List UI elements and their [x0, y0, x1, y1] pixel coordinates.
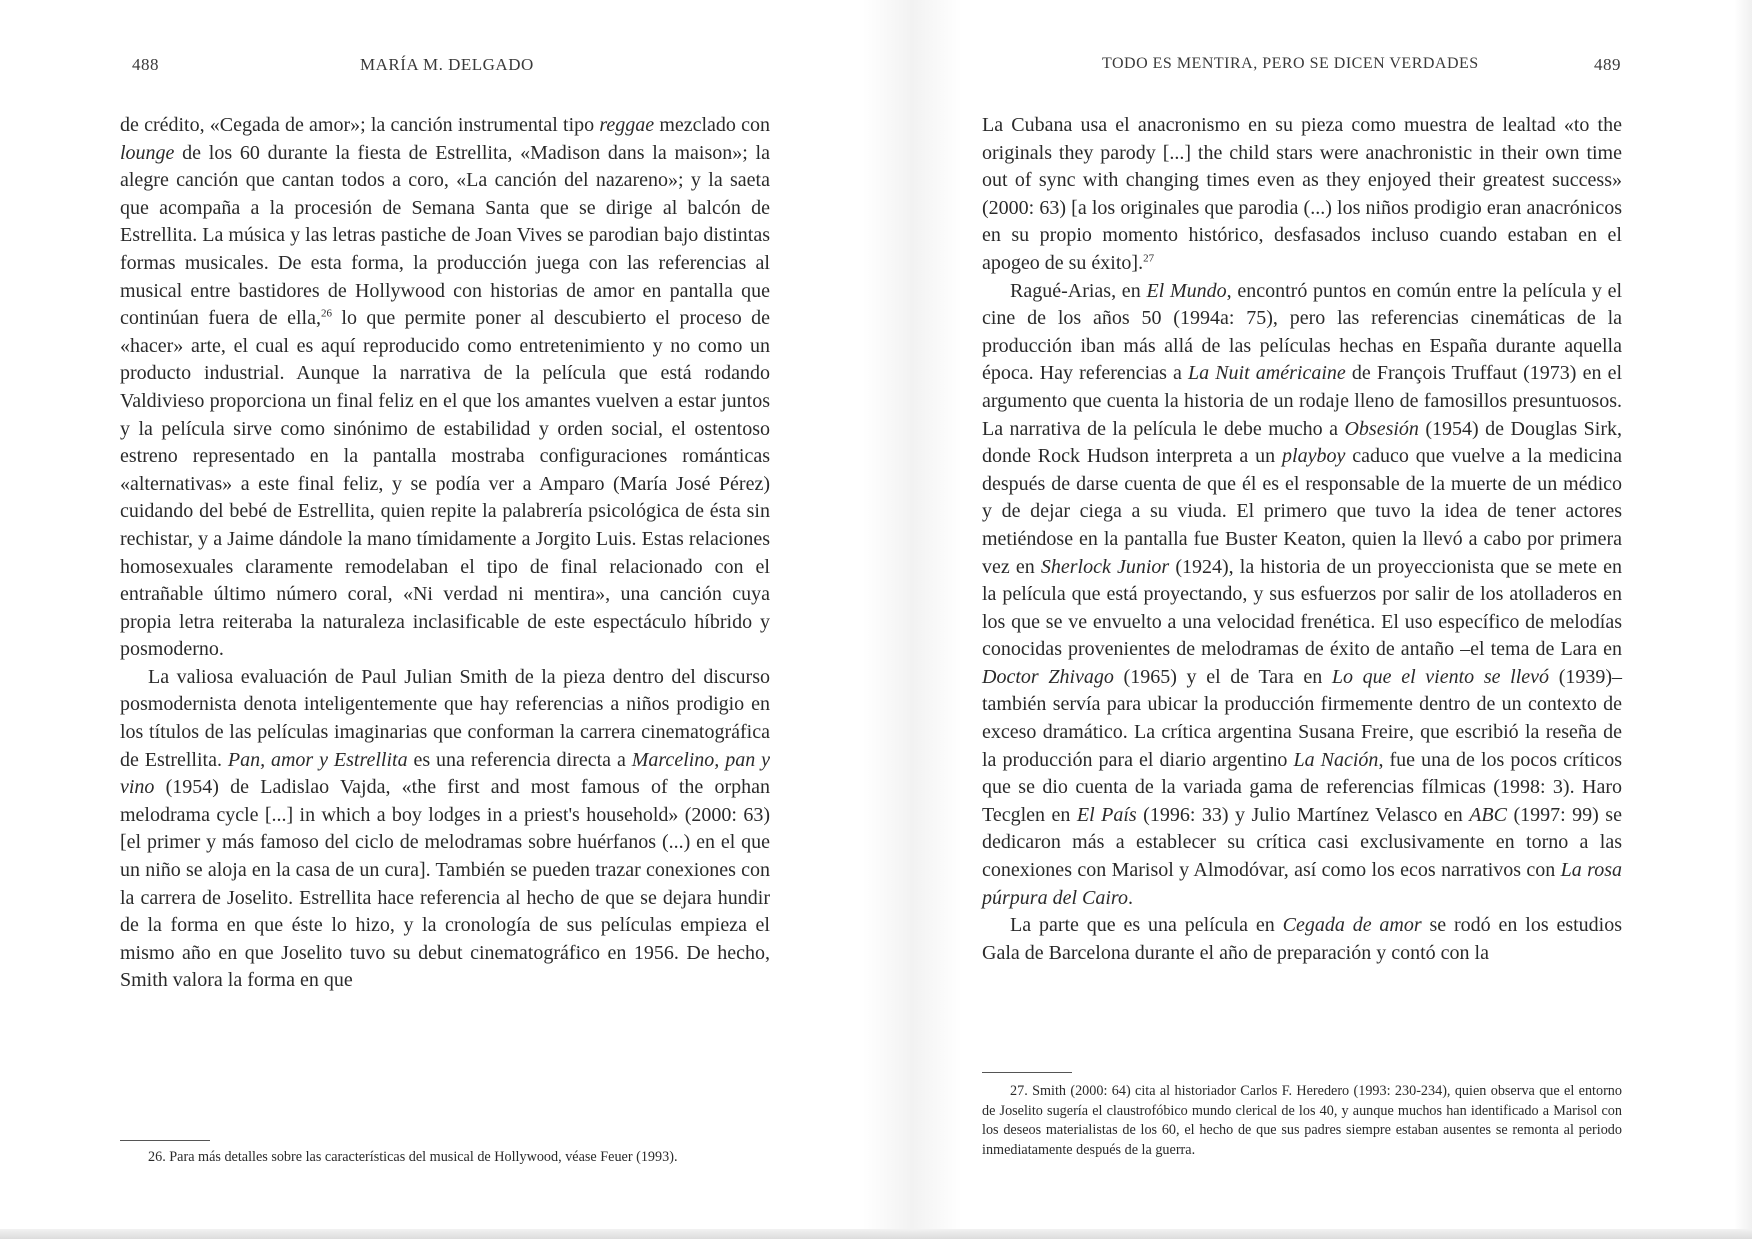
body-paragraph	[120, 664, 770, 995]
text-run: de François Truffaut (1973) en el argumento que cuenta la historia de un rodaje lleno de famosillos presuntuosos. La narrativa de la película le debe mucho a	[982, 362, 1622, 440]
text-run: La valiosa evaluación de Paul Julian Smith de la pieza dentro del discurso posmodernista denota inteligentemente que hay referencias a niños prodigio en los títulos de las películas imaginarias que conforman la carrera cinematográfica de Estrellita.	[120, 665, 770, 771]
right-footnote-rule	[982, 1072, 1072, 1073]
left-footnote-rule	[120, 1140, 210, 1141]
italic-title: Marcelino, pan y vino	[120, 748, 770, 799]
italic-title: Lo que el viento se llevó	[1331, 665, 1550, 688]
italic-title: El País	[1076, 803, 1137, 826]
italic-title: playboy	[1282, 445, 1346, 468]
text-run: La parte que es una película en	[1010, 914, 1283, 937]
italic-title: La Nuit américaine	[1187, 362, 1346, 385]
footnote-reference: 27	[1143, 252, 1155, 265]
text-run: de los 60 durante la fiesta de Estrellita, «Madison dans la maison»; la alegre canción que cantan todos a coro, «La canción del nazareno»; y la saeta que acompaña a la procesión de Semana Santa que se dirige al balcón de Estrellita. La música y las letras pastiche de Joan Vives se parodian bajo distintas formas musicales. De esta forma, la producción juega con las referencias al musical entre bastidores de Hollywood con historias de amor en pantalla que continúan fuera de ella,	[120, 141, 770, 330]
text-run: de crédito, «Cegada de amor»; la canción instrumental tipo	[120, 114, 600, 136]
italic-title: Cegada de amor	[1282, 914, 1422, 937]
text-run: La Cubana usa el anacronismo en su pieza como muestra de lealtad «to the originals they parody [...] the child stars were anachronistic in their own time out of sync with changing times even as they enjoyed their greatest success» (2000: 63) [a los originales que parodia (...) los niños prodigio eran anacrónicos en su propio momento histórico, desfasados incluso cuando estaban en el apogeo de su éxito].	[982, 114, 1622, 274]
italic-title: Obsesión	[1344, 417, 1419, 440]
text-run: (1939)– también servía para ubicar la producción firmemente dentro de un contexto de exceso dramático. La crítica argentina Susana Freire, que escribió la reseña de la producción para el diario argentino	[982, 665, 1623, 771]
body-paragraph	[982, 112, 1622, 278]
body-paragraph	[120, 112, 770, 664]
book-gutter	[862, 0, 962, 1239]
italic-title: La rosa púrpura del Cairo	[982, 859, 1622, 909]
text-run: mezclado con	[654, 114, 771, 136]
text-run: caduco que vuelve a la medicina después de darse cuenta de que él es el responsable de la muerte de un médico y de dejar ciega a su viuda. El primero que tuvo la idea de tener actores metiéndose en la pantalla fue Buster Keaton, quien la llevó a cabo por primera vez en	[982, 445, 1622, 578]
italic-title: ABC	[1469, 803, 1507, 826]
italic-title: La Nación	[1293, 748, 1379, 771]
footnote-26	[120, 1148, 770, 1168]
text-run: (1965) y el de Tara en	[1113, 665, 1332, 688]
scan-bottom-edge	[0, 1229, 1752, 1239]
right-running-header	[982, 55, 1622, 85]
italic-title: Doctor Zhivago	[982, 665, 1114, 688]
text-run: (1997: 99) se dedicaron más a establecer su crítica casi exclusivamente en torno a las conexiones con Marisol y Almodóvar, así como los ecos narrativos con	[982, 803, 1622, 882]
footnote-27-text: 27. Smith (2000: 64) cita al historiador Carlos F. Heredero (1993: 230-234), quien observa que el entorno de Joselito sugería el claustrofóbico mundo clerical de los 40, y aunque muchos han identificado a Marisol con los deseos materialistas de los 60, el hecho de que sus padres siempre estaban ausentes se remonta al periodo inmediatamente después de la guerra.	[982, 1083, 1622, 1158]
right-body-text	[982, 112, 1622, 967]
left-running-header	[120, 55, 770, 85]
left-running-head: MARÍA M. DELGADO	[360, 55, 534, 74]
body-paragraph	[982, 278, 1622, 913]
body-paragraph	[982, 912, 1622, 967]
footnote-reference: 26	[320, 307, 332, 320]
text-run: .	[1127, 886, 1133, 909]
left-body-text	[120, 112, 770, 995]
text-run: (1954) de Ladislao Vajda, «the first and most famous of the orphan melodrama cycle [...] in which a boy lodges in a priest's household» (2000: 63) [el primer y más famoso del ciclo de melodramas sobre huérfanos (...) en el que un niño se aloja en la casa de un cura]. También se pueden trazar conexiones con la carrera de Joselito. Estrellita hace referencia al hecho de que se dejara hundir de la forma en que éste lo hizo, y la cronología de sus películas empieza el mismo año en que Joselito tuvo su debut cinematográfico en 1956. De hecho, Smith valora la forma en que	[120, 776, 770, 992]
page-edge-shadow	[1734, 0, 1752, 1239]
text-run: se rodó en los estudios Gala de Barcelona durante el año de preparación y contó con la	[982, 914, 1623, 964]
text-run: (1996: 33) y Julio Martínez Velasco en	[1136, 803, 1470, 826]
italic-title: lounge	[120, 141, 175, 164]
footnote-27	[982, 1082, 1622, 1160]
text-run: , encontró puntos en común entre la película y el cine de los años 50 (1994a: 75), pero las referencias cinemáticas de la producción iban más allá de las películas hechas en España durante aquella época. Hay referencias a	[982, 279, 1623, 385]
text-run: (1954) de Douglas Sirk, donde Rock Hudson interpreta a un	[982, 417, 1622, 468]
text-run: lo que permite poner al descubierto el proceso de «hacer» arte, el cual es aquí reproducido como entretenimiento y no como un producto industrial. Aunque la narrativa de la película que está rodando Valdivieso proporciona un final feliz en el que los amantes vuelven a estar juntos y la película sirve como sinónimo de estabilidad y orden social, el ostentoso estreno representado en la pantalla mostraba configuraciones románticas «alternativas» a este final feliz, y se podía ver a Amparo (María José Pérez) cuidando del bebé de Estrellita, quien repite la palabrería psicológica de ésta sin rechistar, y a Jaime dándole la mano tímidamente a Jorgito Luis. Estas relaciones homosexuales claramente remodelaban el tipo de final relacionado con el entrañable último número coral, «Ni verdad ni mentira», una canción cuya propia letra reiteraba la naturaleza inclasificable de este espectáculo híbrido y posmoderno.	[120, 307, 770, 661]
text-run: , fue una de los pocos críticos que se dio cuenta de la variada gama de referencias fílmicas (1998: 3). Haro Tecglen en	[982, 748, 1622, 826]
italic-title: Pan, amor y Estrellita	[227, 748, 408, 771]
footnote-26-text: 26. Para más detalles sobre las características del musical de Hollywood, véase Feuer (1993).	[148, 1149, 678, 1165]
italic-title: El Mundo	[1146, 279, 1227, 302]
text-run: es una referencia directa a	[407, 748, 632, 771]
italic-title: reggae	[599, 114, 655, 136]
right-running-head: TODO ES MENTIRA, PERO SE DICEN VERDADES	[1102, 55, 1479, 72]
right-page-number: 489	[1594, 55, 1621, 74]
italic-title: Sherlock Junior	[1040, 555, 1170, 578]
left-page-number: 488	[132, 55, 159, 74]
text-run: (1924), la historia de un proyeccionista que se mete en la película que está proyectando, y sus esfuerzos por salir de los atolladeros en los que se ve envuelto a una velocidad frenética. El uso específico de melodías conocidas provenientes de melodramas de éxito de antaño –el tema de Lara en	[982, 555, 1623, 661]
text-run: Ragué-Arias, en	[1010, 279, 1147, 302]
